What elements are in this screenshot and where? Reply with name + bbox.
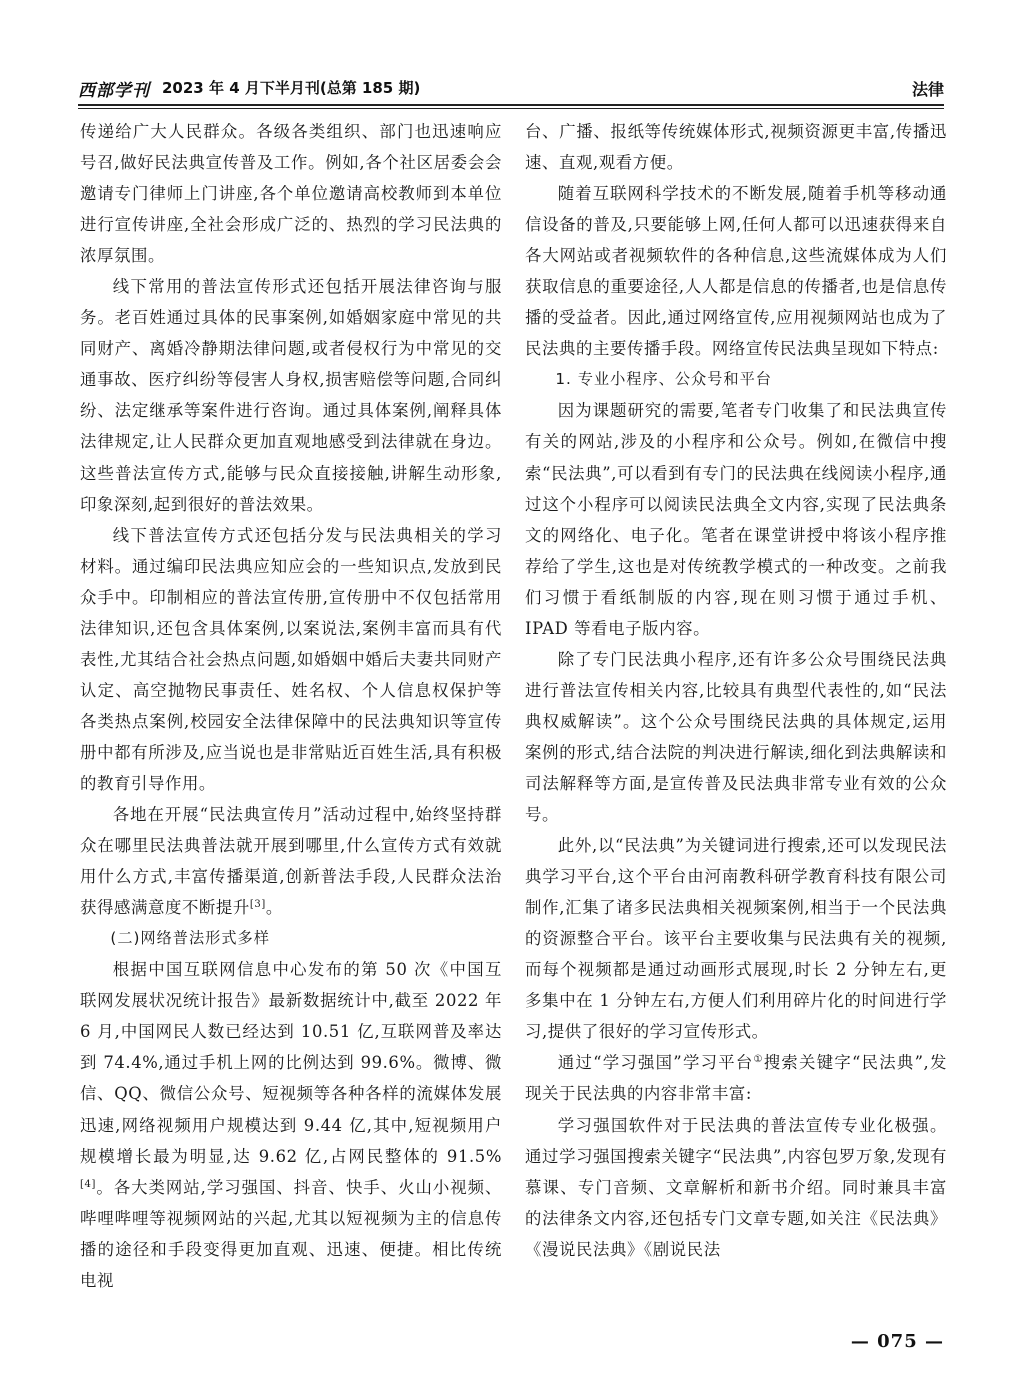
paragraph — [80, 954, 502, 1296]
paragraph-end: 。 — [265, 898, 283, 918]
issue-info: 2023 年 4 月下半月刊(总第 185 期) — [162, 79, 421, 97]
paragraph: 除了专门民法典小程序,还有许多公众号围绕民法典进行普法宣传相关内容,比较具有典型代表性的,如“民法典权威解读”。这个公众号围绕民法典的具体规定,运用案例的形式,结合法院的判决进行解读,细化到法典解读和司法解释等方面,是宣传普及民法典非常专业有效的公众号。 — [525, 649, 947, 825]
page-header — [78, 74, 944, 104]
left-column — [80, 116, 502, 1296]
paragraph: 此外,以“民法典”为关键词进行搜索,还可以发现民法典学习平台,这个平台由河南教科研学教育科技有限公司制作,汇集了诸多民法典相关视频案例,相当于一个民法典的资源整合平台。该平台主要收集与民法典有关的视频,而每个视频都是通过动画形式展现,时长 2 分钟左右,更多集中在 1 分钟左右,方便人们利用碎片化的时间进行学习,提供了很好的学习宣传形式。 — [525, 836, 947, 1042]
footnote-marker: ① — [753, 1054, 764, 1066]
paragraph-text: 搜索关键字“民法典”,发现关于民法典的内容非常丰富: — [525, 1053, 947, 1104]
paragraph: 传递给广大人民群众。各级各类组织、部门也迅速响应号召,做好民法典宣传普及工作。例如,各个社区居委会会邀请专门律师上门讲座,各个单位邀请高校教师到本单位进行宣传讲座,全社会形成广泛的、热烈的学习民法典的浓厚氛围。 — [80, 122, 502, 266]
paragraph-text: 通过“学习强国”学习平台 — [557, 1053, 754, 1073]
paragraph: 随着互联网科学技术的不断发展,随着手机等移动通信设备的普及,只要能够上网,任何人都可以迅速获得来自各大网站或者视频软件的各种信息,这些流媒体成为人们获取信息的重要途径,人人都是信息的传播者,也是信息传播的受益者。因此,通过网络宣传,应用视频网站也成为了民法典的主要传播手段。网络宣传民法典呈现如下特点: — [525, 184, 947, 359]
paragraph-text: 根据中国互联网信息中心发布的第 50 次《中国互联网发展状况统计报告》最新数据统计中,截至 2022 年 6 月,中国网民人数已经达到 10.51 亿,互联网普及率达到 74.4%,通过手机上网的比例达到 99.6%。微博、微信、QQ、微信公众号、短视频等各种各样的流媒体发展迅速,网络视频用户规模达到 9.44 亿,其中,短视频用户规模增长最为明显,达 9.62 亿,占网民整体的 91.5% — [80, 960, 502, 1166]
citation-ref: [4] — [80, 1178, 96, 1190]
paragraph-text: 各地在开展“民法典宣传月”活动过程中,始终坚持群众在哪里民法典普法就开展到哪里,什么宣传方式有效就用什么方式,丰富传播渠道,创新普法手段,人民群众法治获得感满意度不断提升 — [80, 805, 502, 918]
page-number: — 075 — — [850, 1331, 944, 1352]
paragraph: 学习强国软件对于民法典的普法宣传专业化极强。通过学习强国搜索关键字“民法典”,内容包罗万象,发现有慕课、专门音频、文章解析和新书介绍。同时兼具丰富的法律条文内容,还包括专门文章专题,如关注《民法典》《漫说民法典》《剧说民法 — [525, 1115, 947, 1259]
paragraph: 因为课题研究的需要,笔者专门收集了和民法典宣传有关的网站,涉及的小程序和公众号。例如,在微信中搜索“民法典”,可以看到有专门的民法典在线阅读小程序,通过这个小程序可以阅读民法典全文内容,实现了民法典条文的网络化、电子化。笔者在课堂讲授中将该小程序推荐给了学生,这也是对传统教学模式的一种改变。之前我们习惯于看纸制版的内容,现在则习惯于通过手机、IPAD 等看电子版内容。 — [525, 401, 947, 638]
paragraph — [525, 1047, 947, 1109]
paragraph: 线下常用的普法宣传形式还包括开展法律咨询与服务。老百姓通过具体的民事案例,如婚姻家庭中常见的共同财产、离婚冷静期法律问题,或者侵权行为中常见的交通事故、医疗纠纷等侵害人身权,损害赔偿等问题,合同纠纷、法定继承等案件进行咨询。通过具体案例,阐释具体法律规定,让人民群众更加直观地感受到法律就在身边。这些普法宣传方式,能够与民众直接接触,讲解生动形象,印象深刻,起到很好的普法效果。 — [80, 277, 502, 514]
paragraph-text: 。各大类网站,学习强国、抖音、快手、火山小视频、哔哩哔哩等视频网站的兴起,尤其以短视频为主的信息传播的途径和手段变得更加直观、迅速、便捷。相比传统电视 — [80, 1177, 502, 1290]
section-label: 法律 — [911, 80, 944, 99]
paragraph — [80, 799, 502, 923]
paragraph: 台、广播、报纸等传统媒体形式,视频资源更丰富,传播迅速、直观,观看方便。 — [525, 122, 947, 173]
section-subheading: 1. 专业小程序、公众号和平台 — [555, 370, 772, 389]
paragraph: 线下普法宣传方式还包括分发与民法典相关的学习材料。通过编印民法典应知应会的一些知识点,发放到民众手中。印制相应的普法宣传册,宣传册中不仅包括常用法律知识,还包含具体案例,以案说法,案例丰富而具有代表性,尤其结合社会热点问题,如婚姻中婚后夫妻共同财产认定、高空抛物民事责任、姓名权、个人信息权保护等各类热点案例,校园安全法律保障中的民法典知识等宣传册中都有所涉及,应当说也是非常贴近百姓生活,具有积极的教育引导作用。 — [80, 525, 502, 793]
section-subheading: (二)网络普法形式多样 — [110, 929, 270, 948]
citation-ref: [3] — [249, 899, 266, 911]
right-column — [525, 116, 947, 1265]
journal-logo: 西部学刊 — [78, 81, 150, 101]
header-divider-thin — [78, 108, 944, 109]
